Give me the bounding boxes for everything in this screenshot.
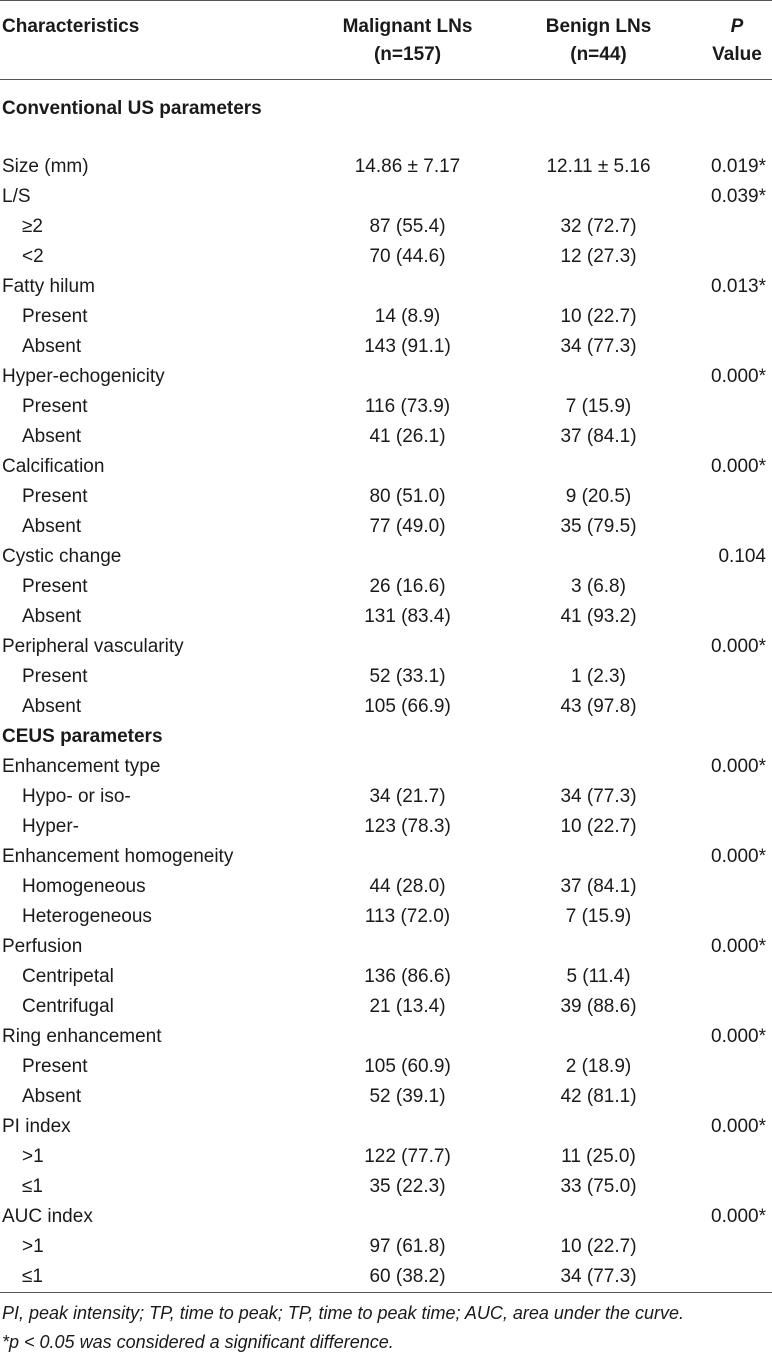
- benign-cell: [515, 272, 682, 302]
- table-row: [0, 812, 772, 842]
- benign-cell: 34 (77.3): [560, 1266, 637, 1287]
- malignant-cell: [300, 632, 515, 662]
- benign-cell: 5 (11.4): [566, 966, 631, 987]
- table-row: [0, 212, 772, 242]
- benign-cell: 10 (22.7): [560, 1236, 637, 1257]
- row-label: Perfusion: [2, 936, 83, 957]
- row-label: CEUS parameters: [2, 726, 163, 747]
- malignant-cell: 122 (77.7): [364, 1146, 451, 1167]
- p-value-cell: 0.000*: [711, 1026, 766, 1047]
- malignant-cell: [300, 1112, 515, 1142]
- table-row: [0, 1202, 772, 1232]
- malignant-cell: [300, 842, 515, 872]
- malignant-cell: 21 (13.4): [369, 996, 446, 1017]
- benign-cell: [515, 632, 682, 662]
- p-value-cell: 0.000*: [711, 456, 766, 477]
- table-row: [0, 842, 772, 872]
- row-label: Homogeneous: [22, 876, 146, 897]
- row-label: Cystic change: [2, 546, 122, 567]
- malignant-cell: [300, 182, 515, 212]
- row-label: Calcification: [2, 456, 105, 477]
- p-value-cell: 0.019*: [711, 156, 766, 177]
- row-label: Fatty hilum: [2, 276, 95, 297]
- benign-cell: 7 (15.9): [565, 906, 632, 927]
- malignant-cell: 143 (91.1): [364, 336, 451, 357]
- table-row: [0, 932, 772, 962]
- p-value-cell: [682, 812, 772, 842]
- malignant-cell: [300, 272, 515, 302]
- table-row: [0, 1232, 772, 1262]
- p-value-cell: [682, 962, 772, 992]
- benign-cell: 12 (27.3): [560, 246, 637, 267]
- table-row: [0, 1052, 772, 1082]
- table-row: [0, 512, 772, 542]
- benign-cell: [515, 1202, 682, 1232]
- row-label: Centripetal: [22, 966, 114, 987]
- p-value-cell: [682, 992, 772, 1022]
- row-label: >1: [22, 1236, 44, 1257]
- table-row: [0, 482, 772, 512]
- footnote-significance: *p < 0.05 was considered a significant difference.: [2, 1332, 394, 1352]
- table-row: [0, 902, 772, 932]
- section-row: [0, 722, 772, 752]
- malignant-cell: 41 (26.1): [369, 426, 446, 447]
- p-value-cell: [682, 1142, 772, 1172]
- p-value-cell: [682, 1082, 772, 1112]
- p-value-cell: [682, 782, 772, 812]
- benign-cell: [515, 452, 682, 482]
- row-label: >1: [22, 1146, 44, 1167]
- footnote-abbreviations: PI, peak intensity; TP, time to peak; TP, time to peak time; AUC, area under the curve.: [2, 1303, 684, 1323]
- benign-cell: [515, 722, 682, 752]
- p-value-cell: [682, 1172, 772, 1202]
- row-label: Hypo- or iso-: [22, 786, 131, 807]
- table-row: [0, 452, 772, 482]
- malignant-cell: 87 (55.4): [369, 216, 446, 237]
- benign-cell: 12.11 ± 5.16: [546, 156, 651, 177]
- malignant-cell: 26 (16.6): [369, 576, 446, 597]
- benign-cell: [515, 842, 682, 872]
- malignant-cell: [300, 542, 515, 572]
- table-row: [0, 752, 772, 782]
- benign-cell: 37 (84.1): [560, 426, 637, 447]
- header-p-value: P Value: [712, 16, 762, 65]
- p-value-cell: 0.039*: [711, 186, 766, 207]
- p-value-cell: 0.013*: [711, 276, 766, 297]
- malignant-cell: 52 (39.1): [369, 1086, 446, 1107]
- row-label: Present: [22, 666, 88, 687]
- benign-cell: [515, 1022, 682, 1052]
- row-label: Present: [22, 1056, 88, 1077]
- p-value-cell: [682, 422, 772, 452]
- row-label: Present: [22, 396, 88, 417]
- table-row: [0, 242, 772, 272]
- p-value-cell: [682, 482, 772, 512]
- p-value-cell: [682, 602, 772, 632]
- benign-cell: 32 (72.7): [560, 216, 637, 237]
- benign-cell: 9 (20.5): [565, 486, 632, 507]
- benign-cell: 42 (81.1): [560, 1086, 637, 1107]
- p-value-cell: [682, 94, 772, 152]
- benign-cell: [515, 182, 682, 212]
- malignant-cell: 35 (22.3): [369, 1176, 446, 1197]
- row-label: Absent: [22, 696, 82, 717]
- malignant-cell: 105 (66.9): [364, 696, 451, 717]
- row-label: Hyper-echogenicity: [2, 366, 165, 387]
- malignant-cell: [300, 452, 515, 482]
- p-value-cell: 0.000*: [711, 1206, 766, 1227]
- table-row: [0, 632, 772, 662]
- table-row: [0, 1022, 772, 1052]
- row-label: AUC index: [2, 1206, 93, 1227]
- row-label: ≤1: [22, 1176, 43, 1197]
- header-benign: Benign LNs (n=44): [545, 16, 652, 65]
- table-row: [0, 392, 772, 422]
- table-row: [0, 152, 772, 182]
- benign-cell: 10 (22.7): [560, 816, 637, 837]
- p-value-cell: [682, 872, 772, 902]
- header-malignant: Malignant LNs (n=157): [342, 16, 473, 65]
- malignant-cell: 52 (33.1): [369, 666, 446, 687]
- benign-cell: [515, 932, 682, 962]
- malignant-cell: 123 (78.3): [364, 816, 451, 837]
- p-value-cell: 0.104: [718, 546, 766, 567]
- p-value-cell: [682, 332, 772, 362]
- malignant-cell: [300, 722, 515, 752]
- malignant-cell: [300, 362, 515, 392]
- table-row: [0, 992, 772, 1022]
- benign-cell: 11 (25.0): [561, 1146, 636, 1167]
- table-row: [0, 572, 772, 602]
- row-label: Size (mm): [2, 156, 89, 177]
- p-value-cell: 0.000*: [711, 936, 766, 957]
- table-row: [0, 1172, 772, 1202]
- malignant-cell: 44 (28.0): [369, 876, 446, 897]
- malignant-cell: [300, 94, 515, 152]
- table-row: [0, 182, 772, 212]
- benign-cell: 7 (15.9): [565, 396, 632, 417]
- row-label: Enhancement type: [2, 756, 161, 777]
- table-row: [0, 362, 772, 392]
- malignant-cell: 14 (8.9): [374, 306, 441, 327]
- table-row: [0, 1082, 772, 1112]
- p-value-cell: [682, 302, 772, 332]
- malignant-cell: [300, 1022, 515, 1052]
- benign-cell: 37 (84.1): [560, 876, 637, 897]
- p-value-cell: [682, 902, 772, 932]
- p-value-cell: [682, 242, 772, 272]
- p-value-cell: [682, 722, 772, 752]
- row-label: Present: [22, 306, 88, 327]
- row-label: PI index: [2, 1116, 71, 1137]
- benign-cell: [515, 752, 682, 782]
- malignant-cell: [300, 752, 515, 782]
- p-value-cell: [682, 212, 772, 242]
- benign-cell: 3 (6.8): [571, 576, 626, 597]
- table-row: [0, 1262, 772, 1292]
- row-label: Ring enhancement: [2, 1026, 162, 1047]
- malignant-cell: 34 (21.7): [369, 786, 446, 807]
- row-label: Absent: [22, 1086, 82, 1107]
- row-label: Absent: [22, 336, 82, 357]
- row-label: Enhancement homogeneity: [2, 846, 234, 867]
- table-footnotes: [0, 1293, 772, 1357]
- benign-cell: 43 (97.8): [560, 696, 637, 717]
- benign-cell: 39 (88.6): [560, 996, 637, 1017]
- table-row: [0, 962, 772, 992]
- malignant-cell: 14.86 ± 7.17: [354, 156, 461, 177]
- table-row: [0, 302, 772, 332]
- p-value-cell: 0.000*: [711, 366, 766, 387]
- table-row: [0, 542, 772, 572]
- p-value-cell: [682, 512, 772, 542]
- p-value-cell: 0.000*: [711, 1116, 766, 1137]
- malignant-cell: 113 (72.0): [364, 906, 451, 927]
- table-row: [0, 662, 772, 692]
- p-value-cell: 0.000*: [711, 846, 766, 867]
- benign-cell: [515, 1112, 682, 1142]
- row-label: Heterogeneous: [22, 906, 152, 927]
- p-value-cell: 0.000*: [711, 636, 766, 657]
- table-row: [0, 272, 772, 302]
- benign-cell: 10 (22.7): [560, 306, 637, 327]
- p-value-cell: [682, 1262, 772, 1292]
- malignant-cell: 60 (38.2): [369, 1266, 446, 1287]
- malignant-cell: 70 (44.6): [369, 246, 446, 267]
- malignant-cell: 105 (60.9): [364, 1056, 451, 1077]
- benign-cell: [515, 94, 682, 152]
- p-value-cell: [682, 1232, 772, 1262]
- p-value-cell: [682, 392, 772, 422]
- table-row: [0, 422, 772, 452]
- table-row: [0, 1142, 772, 1172]
- malignant-cell: 116 (73.9): [364, 396, 451, 417]
- table-header: [0, 1, 772, 79]
- row-label: Absent: [22, 426, 82, 447]
- row-label: ≤1: [22, 1266, 43, 1287]
- table-row: [0, 872, 772, 902]
- benign-cell: 1 (2.3): [571, 666, 626, 687]
- p-value-cell: [682, 572, 772, 602]
- malignant-cell: 97 (61.8): [369, 1236, 446, 1257]
- table-body: [0, 80, 772, 1292]
- table-row: [0, 692, 772, 722]
- row-label: Absent: [22, 606, 82, 627]
- row-label: Hyper-: [22, 816, 80, 837]
- section-row: [0, 92, 772, 152]
- table-row: [0, 1112, 772, 1142]
- benign-cell: [515, 542, 682, 572]
- malignant-cell: 77 (49.0): [369, 516, 446, 537]
- row-label: Present: [22, 486, 88, 507]
- p-value-cell: 0.000*: [711, 756, 766, 777]
- malignant-cell: 136 (86.6): [364, 966, 451, 987]
- row-label: Conventional US parameters: [2, 98, 262, 119]
- malignant-cell: [300, 932, 515, 962]
- row-label: Present: [22, 576, 88, 597]
- benign-cell: 2 (18.9): [565, 1056, 632, 1077]
- row-label: Centrifugal: [22, 996, 114, 1017]
- row-label: Absent: [22, 516, 82, 537]
- benign-cell: 35 (79.5): [560, 516, 637, 537]
- malignant-cell: 80 (51.0): [369, 486, 446, 507]
- p-value-cell: [682, 662, 772, 692]
- p-value-cell: [682, 692, 772, 722]
- benign-cell: 34 (77.3): [560, 336, 637, 357]
- row-label: L/S: [2, 186, 31, 207]
- malignant-cell: [300, 1202, 515, 1232]
- row-label: <2: [22, 246, 44, 267]
- malignant-cell: 131 (83.4): [364, 606, 451, 627]
- table-row: [0, 602, 772, 632]
- row-label: Peripheral vascularity: [2, 636, 184, 657]
- benign-cell: 34 (77.3): [560, 786, 637, 807]
- row-label: ≥2: [22, 216, 43, 237]
- header-characteristics: Characteristics: [2, 16, 140, 37]
- benign-cell: 33 (75.0): [560, 1176, 637, 1197]
- p-value-cell: [682, 1052, 772, 1082]
- table-row: [0, 332, 772, 362]
- table-row: [0, 782, 772, 812]
- benign-cell: 41 (93.2): [560, 606, 637, 627]
- benign-cell: [515, 362, 682, 392]
